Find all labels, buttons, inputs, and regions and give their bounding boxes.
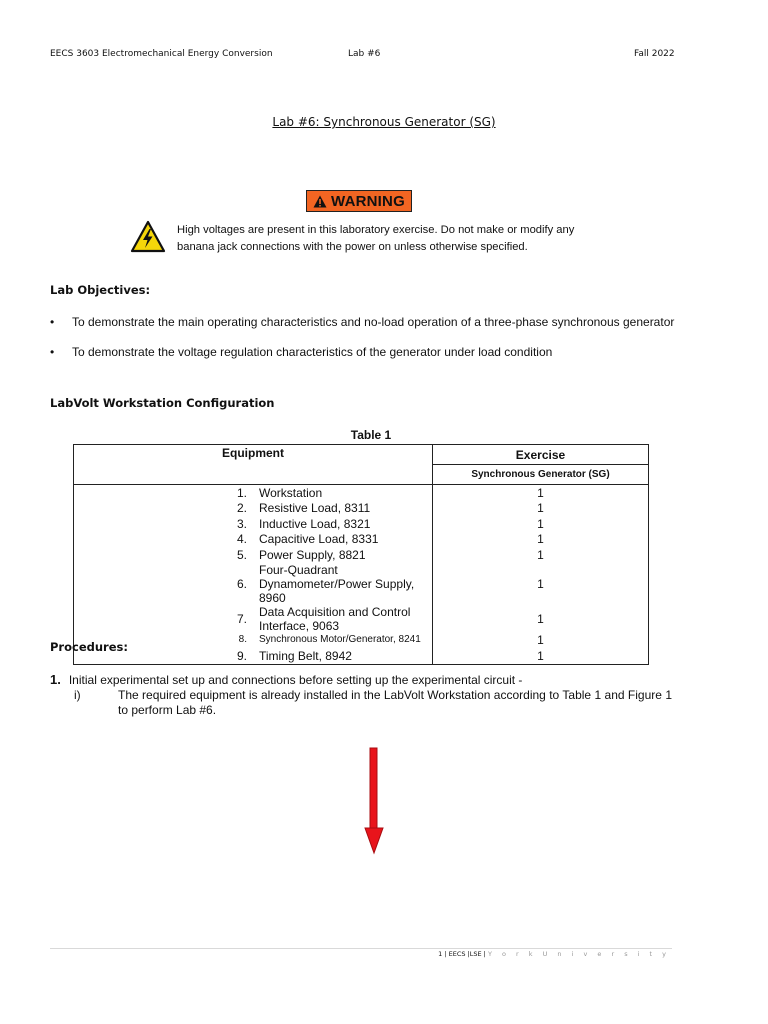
row-num: 4. — [74, 532, 254, 548]
table-caption: Table 1 — [350, 428, 392, 442]
step-text: Initial experimental set up and connections before setting up the experimental circuit - — [68, 673, 523, 687]
config-heading: LabVolt Workstation Configuration — [50, 396, 275, 410]
table-row — [74, 605, 649, 633]
substep-text: The required equipment is already installed in the LabVolt Workstation according to Table 1 and Figure 1 to perform Lab #6. — [118, 688, 672, 717]
row-equipment: Resistive Load, 8311 — [253, 501, 433, 517]
warning-line-2: banana jack connections with the power on unless otherwise specified. — [177, 241, 528, 253]
table-row — [74, 516, 649, 532]
footer-divider — [50, 948, 672, 949]
row-num: 6. — [74, 563, 254, 605]
warning-badge-label: WARNING — [331, 192, 405, 210]
objective-text-2: To demonstrate the voltage regulation characteristics of the generator under load condition — [72, 345, 553, 359]
footer-page: 1 | EECS |LSE | — [438, 950, 488, 958]
row-value: 1 — [433, 633, 649, 649]
bullet-icon: • — [50, 315, 55, 329]
high-voltage-icon — [130, 220, 166, 253]
substep-label: i) — [74, 688, 81, 702]
row-num: 7. — [74, 605, 254, 633]
row-equipment: Four-Quadrant Dynamometer/Power Supply, 8960 — [253, 563, 433, 605]
objective-text-1: To demonstrate the main operating characteristics and no-load operation of a three-phase synchronous generator — [72, 315, 675, 329]
equipment-table — [73, 444, 649, 665]
footer-university: Y o r k U n i v e r s i t y — [487, 950, 670, 958]
col-equipment: Equipment — [74, 445, 433, 485]
warning-triangle-icon — [313, 195, 327, 208]
table-row — [74, 633, 649, 649]
row-value: 1 — [433, 648, 649, 664]
row-equipment: Power Supply, 8821 — [253, 547, 433, 563]
footer — [50, 950, 670, 958]
row-num: 2. — [74, 501, 254, 517]
table-row — [74, 648, 649, 664]
row-value: 1 — [433, 516, 649, 532]
header-term: Fall 2022 — [634, 49, 675, 59]
page-title — [0, 115, 768, 129]
row-num: 3. — [74, 516, 254, 532]
row-value: 1 — [433, 605, 649, 633]
bullet-icon: • — [50, 345, 55, 359]
procedures-heading: Procedures: — [50, 640, 128, 654]
row-value: 1 — [433, 501, 649, 517]
warning-line-1: High voltages are present in this laboratory exercise. Do not make or modify any — [177, 224, 575, 236]
col-exercise: Exercise — [433, 445, 649, 465]
header-lab: Lab #6 — [348, 49, 381, 59]
objectives-heading: Lab Objectives: — [50, 283, 151, 297]
table-row — [74, 563, 649, 605]
table-row — [74, 532, 649, 548]
row-num: 9. — [74, 648, 254, 664]
warning-badge — [306, 190, 412, 212]
step-number: 1. — [50, 672, 61, 687]
col-sg: Synchronous Generator (SG) — [433, 465, 649, 485]
row-num: 8. — [74, 633, 254, 649]
row-value: 1 — [433, 485, 649, 501]
table-row — [74, 485, 649, 501]
table-header-row — [74, 445, 649, 465]
procedure-step-1 — [50, 672, 522, 687]
down-arrow-icon — [364, 746, 384, 856]
row-num: 1. — [74, 485, 254, 501]
table-row — [74, 501, 649, 517]
row-value: 1 — [433, 563, 649, 605]
row-value: 1 — [433, 532, 649, 548]
row-num: 5. — [74, 547, 254, 563]
row-equipment: Workstation — [253, 485, 433, 501]
table-row — [74, 547, 649, 563]
row-equipment: Capacitive Load, 8331 — [253, 532, 433, 548]
warning-text — [177, 222, 607, 256]
row-equipment: Inductive Load, 8321 — [253, 516, 433, 532]
page-title-text: Lab #6: Synchronous Generator (SG) — [272, 115, 496, 129]
row-equipment: Timing Belt, 8942 — [253, 648, 433, 664]
row-value: 1 — [433, 547, 649, 563]
header-course: EECS 3603 Electromechanical Energy Conversion — [50, 49, 273, 59]
row-equipment: Data Acquisition and Control Interface, 9063 — [253, 605, 433, 633]
row-equipment: Synchronous Motor/Generator, 8241 — [253, 633, 433, 649]
